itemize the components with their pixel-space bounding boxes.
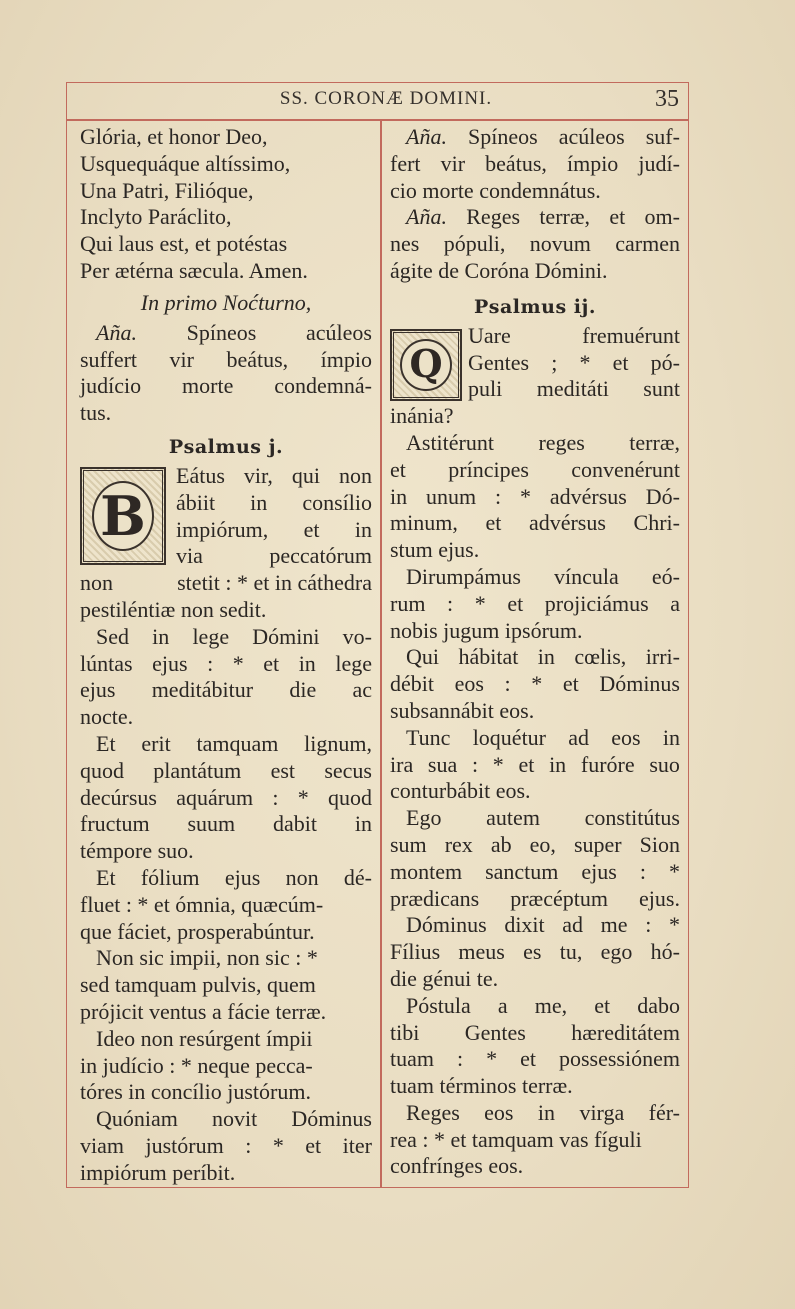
word: beátus, bbox=[485, 150, 547, 176]
page-number: 35 bbox=[655, 86, 679, 112]
page-header bbox=[66, 88, 689, 122]
word: * bbox=[668, 912, 680, 938]
text-line bbox=[80, 865, 372, 892]
text-line bbox=[80, 570, 372, 597]
text-line: subsannábit eos. bbox=[390, 697, 535, 723]
word: : bbox=[447, 590, 454, 616]
word: in bbox=[662, 724, 680, 750]
word: et bbox=[507, 590, 524, 616]
text-line bbox=[80, 758, 372, 785]
column-divider bbox=[380, 120, 382, 1188]
word: rex bbox=[444, 831, 473, 857]
word: meditábitur bbox=[151, 677, 254, 703]
text-line bbox=[390, 832, 680, 859]
word: * bbox=[492, 751, 504, 777]
text-line bbox=[390, 591, 680, 618]
text-line bbox=[80, 624, 372, 651]
text-line: sed tamquam pulvis, quem bbox=[80, 972, 316, 998]
word: hó- bbox=[650, 939, 680, 965]
word: non bbox=[338, 462, 372, 488]
word: non bbox=[80, 570, 113, 596]
text-line: Per ætérna sæcula. Amen. bbox=[80, 257, 308, 283]
psalm-1-heading: Psalmus j. bbox=[168, 435, 284, 458]
word: Ego bbox=[406, 805, 442, 831]
word: Gentes bbox=[464, 1019, 526, 1045]
word: eos bbox=[454, 671, 484, 697]
word: morte bbox=[182, 373, 234, 399]
word: dabo bbox=[637, 992, 680, 1018]
word: stetit : * et in cáthedra bbox=[177, 570, 372, 596]
word: fólium bbox=[140, 864, 200, 890]
text-line bbox=[390, 805, 680, 832]
word: Aña. bbox=[96, 319, 137, 345]
word: Dóminus bbox=[599, 671, 680, 697]
text-line: Inclyto Paráclito, bbox=[80, 204, 232, 230]
text-line: tus. bbox=[80, 400, 112, 426]
text-line bbox=[80, 811, 372, 838]
word: es bbox=[523, 939, 542, 965]
word: Quóniam bbox=[96, 1106, 178, 1132]
text-line bbox=[390, 510, 680, 537]
word: vir, bbox=[243, 462, 273, 488]
text-line bbox=[176, 543, 372, 570]
word: in bbox=[354, 516, 372, 542]
word: fremuérunt bbox=[582, 322, 680, 348]
word: est bbox=[270, 757, 296, 783]
word: * bbox=[232, 650, 244, 676]
word: meus bbox=[458, 939, 505, 965]
word: pó- bbox=[650, 349, 680, 375]
word: dé- bbox=[343, 864, 372, 890]
word: judício bbox=[80, 373, 142, 399]
word: Et bbox=[96, 864, 116, 890]
word: peccatórum bbox=[269, 543, 372, 569]
word: Tunc bbox=[406, 724, 451, 750]
text-line: Glória, et honor Deo, bbox=[80, 124, 268, 149]
word: hæreditátem bbox=[571, 1019, 680, 1045]
word: et bbox=[594, 992, 611, 1018]
word: * bbox=[272, 1132, 284, 1158]
word: et bbox=[390, 456, 406, 482]
word: ejus. bbox=[639, 885, 680, 911]
word: possessiónem bbox=[558, 1046, 680, 1072]
word: tamquam bbox=[196, 730, 279, 756]
word: lignum, bbox=[304, 730, 372, 756]
word: ira bbox=[390, 751, 414, 777]
word: Dó- bbox=[645, 483, 680, 509]
word: lege bbox=[192, 623, 230, 649]
word: ab bbox=[490, 831, 512, 857]
text-line: Ideo non resúrgent ímpii bbox=[96, 1025, 313, 1051]
word: projiciámus bbox=[544, 590, 649, 616]
word: novum bbox=[529, 231, 591, 257]
text-line bbox=[80, 785, 372, 812]
text-line bbox=[390, 151, 680, 178]
text-line bbox=[390, 1046, 680, 1073]
text-line bbox=[468, 323, 680, 350]
word: aquárum bbox=[176, 784, 254, 810]
word: suo bbox=[649, 751, 680, 777]
word: ejus bbox=[152, 650, 188, 676]
word: Fílius bbox=[390, 939, 441, 965]
word: eó- bbox=[651, 563, 680, 589]
word: Dirumpámus bbox=[406, 563, 521, 589]
word: viam bbox=[80, 1132, 124, 1158]
word: ego bbox=[600, 939, 633, 965]
word: Spíneos bbox=[468, 124, 538, 149]
word: * bbox=[668, 858, 680, 884]
word: hábitat bbox=[458, 644, 519, 670]
right-column bbox=[390, 124, 680, 1180]
word: justórum bbox=[145, 1132, 224, 1158]
word: ímpio bbox=[566, 150, 619, 176]
word: ad bbox=[562, 912, 584, 938]
word: om- bbox=[644, 204, 680, 230]
word: * bbox=[474, 590, 486, 616]
word: prædicans bbox=[390, 885, 480, 911]
text-line: stum ejus. bbox=[390, 537, 480, 563]
text-line: inánia? bbox=[390, 403, 454, 429]
word: * bbox=[486, 1046, 498, 1072]
text-line bbox=[390, 912, 680, 939]
word: víncula bbox=[554, 563, 619, 589]
word: Et bbox=[96, 730, 116, 756]
word: in bbox=[537, 1099, 556, 1125]
text-line: pestiléntiæ non sedit. bbox=[80, 596, 267, 622]
word: débit bbox=[390, 671, 434, 697]
word: non bbox=[285, 864, 319, 890]
text-line bbox=[390, 1020, 680, 1047]
word: Dómini bbox=[252, 623, 320, 649]
word: vo- bbox=[342, 623, 372, 649]
word: Reges bbox=[406, 1099, 460, 1125]
word: in bbox=[390, 483, 408, 509]
word: novit bbox=[211, 1106, 258, 1132]
word: in bbox=[354, 811, 372, 837]
word: meditáti bbox=[536, 376, 609, 402]
text-line: conturbábit eos. bbox=[390, 778, 531, 804]
text-line: Qui laus est, et potéstas bbox=[80, 231, 288, 257]
text-line bbox=[80, 651, 372, 678]
text-line: cio morte condemnátus. bbox=[390, 177, 601, 203]
decorated-initial-q: Q bbox=[390, 329, 462, 401]
word: ejus bbox=[581, 858, 617, 884]
psalm-1-opening bbox=[80, 463, 372, 570]
word: et bbox=[303, 516, 320, 542]
word: dixit bbox=[504, 912, 545, 938]
word: ad bbox=[568, 724, 590, 750]
text-line bbox=[390, 231, 680, 258]
word: quod bbox=[80, 757, 124, 783]
text-line: tóres in concílio justórum. bbox=[80, 1079, 311, 1105]
word: via bbox=[176, 543, 203, 569]
text-line: que fáciet, prosperabúntur. bbox=[80, 918, 315, 944]
text-line bbox=[390, 859, 680, 886]
word: dabit bbox=[273, 811, 318, 837]
word: condemná- bbox=[274, 373, 372, 399]
word: : bbox=[639, 858, 646, 884]
left-column bbox=[80, 124, 372, 1186]
word: tibi bbox=[390, 1019, 420, 1045]
hymn-doxology bbox=[80, 124, 372, 285]
word: : bbox=[456, 1046, 464, 1072]
text-line: impiórum períbit. bbox=[80, 1159, 236, 1185]
word: : bbox=[471, 751, 479, 777]
word: eo, bbox=[529, 831, 556, 857]
text-line: Una Patri, Filióque, bbox=[80, 177, 254, 203]
text-line bbox=[80, 347, 372, 374]
text-line bbox=[390, 124, 680, 151]
text-line bbox=[80, 677, 372, 704]
psalm-2-heading: Psalmus ij. bbox=[474, 295, 596, 318]
word: et bbox=[609, 204, 626, 230]
word: a bbox=[497, 992, 508, 1018]
word: pópuli, bbox=[443, 231, 506, 257]
word: ímpio bbox=[320, 346, 372, 372]
word: convenérunt bbox=[571, 456, 680, 482]
word: eos bbox=[611, 724, 641, 750]
text-line bbox=[468, 350, 680, 377]
word: eos bbox=[484, 1099, 514, 1125]
text-line bbox=[176, 517, 372, 544]
word: et bbox=[612, 349, 629, 375]
word: Póstula bbox=[406, 992, 471, 1018]
text-line bbox=[390, 457, 680, 484]
word: vir bbox=[169, 346, 194, 372]
psalm-2-text bbox=[390, 403, 680, 1180]
text-line: tuam términos terræ. bbox=[390, 1073, 573, 1099]
text-line: rea : * et tamquam vas fíguli bbox=[390, 1126, 642, 1152]
word: vir bbox=[440, 150, 466, 176]
word: tu, bbox=[559, 939, 583, 965]
header-rule bbox=[66, 119, 689, 121]
word: : bbox=[504, 671, 511, 697]
text-line bbox=[80, 731, 372, 758]
word: Reges bbox=[466, 204, 521, 230]
word: et bbox=[263, 650, 280, 676]
running-title: SS. CORONÆ DOMINI. bbox=[279, 88, 493, 109]
word: loquétur bbox=[472, 724, 547, 750]
word: Aña. bbox=[406, 124, 447, 149]
word: lege bbox=[335, 650, 372, 676]
word: furóre bbox=[580, 751, 635, 777]
word: autem bbox=[486, 805, 540, 831]
word: plantátum bbox=[153, 757, 242, 783]
word: et bbox=[562, 671, 579, 697]
word: suf- bbox=[645, 124, 680, 149]
word: carmen bbox=[615, 231, 680, 257]
word: irri- bbox=[645, 644, 680, 670]
word: ejus bbox=[80, 677, 116, 703]
word: Astitérunt bbox=[406, 429, 494, 455]
word: fér- bbox=[648, 1099, 680, 1125]
word: Uare bbox=[468, 322, 511, 348]
text-line bbox=[176, 490, 372, 517]
text-line bbox=[176, 463, 372, 490]
antiphon-left bbox=[80, 320, 372, 427]
word: quod bbox=[327, 784, 372, 810]
word: me, bbox=[534, 992, 568, 1018]
word: decúrsus bbox=[80, 784, 157, 810]
text-line bbox=[390, 484, 680, 511]
word: fructum bbox=[80, 811, 150, 837]
word: Sed bbox=[96, 623, 129, 649]
text-line bbox=[80, 1133, 372, 1160]
text-line bbox=[80, 320, 372, 347]
word: Eátus bbox=[176, 462, 225, 488]
word: a bbox=[670, 590, 680, 616]
word: puli bbox=[468, 376, 503, 402]
word: me bbox=[600, 912, 628, 938]
word: constitútus bbox=[584, 805, 680, 831]
word: tuam bbox=[390, 1046, 434, 1072]
word: impiórum, bbox=[176, 516, 269, 542]
text-line bbox=[390, 993, 680, 1020]
word: terræ, bbox=[539, 204, 591, 230]
word: secus bbox=[324, 757, 372, 783]
word: advérsus bbox=[549, 483, 627, 509]
word: in bbox=[537, 644, 555, 670]
word: nes bbox=[390, 231, 420, 257]
word: minum, bbox=[390, 510, 458, 536]
text-line: ágite de Coróna Dómini. bbox=[390, 257, 608, 283]
word: Sion bbox=[639, 831, 680, 857]
word: suum bbox=[187, 811, 236, 837]
word: * bbox=[531, 671, 543, 697]
psalm-2-opening bbox=[390, 323, 680, 403]
psalm-1-text bbox=[80, 570, 372, 1186]
word: Dóminus bbox=[406, 912, 487, 938]
word: * bbox=[579, 349, 591, 375]
text-line bbox=[390, 204, 680, 231]
text-line bbox=[390, 725, 680, 752]
text-line bbox=[390, 752, 680, 779]
word: terræ, bbox=[629, 429, 680, 455]
text-line bbox=[390, 939, 680, 966]
word: Gentes bbox=[468, 349, 530, 375]
word: * bbox=[297, 784, 309, 810]
word: die bbox=[289, 677, 317, 703]
word: unum bbox=[426, 483, 477, 509]
word: Qui bbox=[406, 644, 439, 670]
nocturn-heading: In primo Noćturno, bbox=[140, 289, 312, 315]
word: qui bbox=[291, 462, 321, 488]
decorated-initial-b: B bbox=[80, 467, 166, 565]
word: : bbox=[272, 784, 279, 810]
word: rum bbox=[390, 590, 426, 616]
text-line: Non sic impii, non sic : * bbox=[96, 945, 318, 971]
word: in bbox=[298, 650, 316, 676]
text-line bbox=[390, 430, 680, 457]
word: Chri- bbox=[633, 510, 680, 536]
word: sunt bbox=[643, 376, 680, 402]
text-line: in judício : * neque pecca- bbox=[80, 1052, 313, 1078]
text-line bbox=[80, 373, 372, 400]
word: : bbox=[495, 483, 502, 509]
word: acúleos bbox=[558, 124, 625, 149]
word: Dóminus bbox=[291, 1106, 372, 1132]
text-line: nocte. bbox=[80, 704, 134, 730]
antiphon-right-2 bbox=[390, 204, 680, 284]
word: et bbox=[520, 1046, 536, 1072]
word: ; bbox=[551, 349, 558, 375]
text-line: Usquequáque altíssimo, bbox=[80, 150, 291, 176]
text-line: die génui te. bbox=[390, 965, 499, 991]
word: præcéptum bbox=[510, 885, 608, 911]
word: : bbox=[245, 1132, 252, 1158]
word: sum bbox=[390, 831, 427, 857]
word: : bbox=[645, 912, 652, 938]
word: reges bbox=[538, 429, 585, 455]
text-line: témpore suo. bbox=[80, 838, 194, 864]
word: iter bbox=[342, 1132, 372, 1158]
word: et bbox=[305, 1132, 322, 1158]
word: ejus bbox=[224, 864, 261, 890]
word: et bbox=[485, 510, 502, 536]
text-line bbox=[390, 671, 680, 698]
text-line bbox=[390, 644, 680, 671]
text-line: fluet : * et ómnia, quæcúm- bbox=[80, 891, 324, 917]
word: erit bbox=[141, 730, 171, 756]
word: super bbox=[573, 831, 622, 857]
word: et bbox=[518, 751, 535, 777]
text-line bbox=[390, 886, 680, 913]
text-line bbox=[468, 376, 680, 403]
word: * bbox=[520, 483, 531, 509]
word: cœlis, bbox=[574, 644, 627, 670]
antiphon-right-1 bbox=[390, 124, 680, 204]
word: virga bbox=[579, 1099, 625, 1125]
text-line: confrínges eos. bbox=[390, 1153, 524, 1179]
word: montem bbox=[390, 858, 463, 884]
word: in bbox=[250, 489, 268, 515]
word: judí- bbox=[638, 150, 680, 176]
word: sanctum bbox=[485, 858, 559, 884]
word: Aña. bbox=[406, 204, 447, 230]
word: : bbox=[207, 650, 214, 676]
text-line: nobis jugum ipsórum. bbox=[390, 617, 583, 643]
text-line bbox=[390, 564, 680, 591]
word: Spíneos bbox=[186, 319, 257, 345]
word: in bbox=[549, 751, 567, 777]
word: fert bbox=[390, 150, 421, 176]
word: príncipes bbox=[448, 456, 529, 482]
word: acúleos bbox=[306, 319, 372, 345]
text-line bbox=[390, 1100, 680, 1127]
word: in bbox=[152, 623, 170, 649]
word: sua bbox=[427, 751, 458, 777]
text-line bbox=[80, 1106, 372, 1133]
word: beátus, bbox=[226, 346, 289, 372]
word: consílio bbox=[302, 489, 372, 515]
text-line: prójicit ventus a fácie terræ. bbox=[80, 998, 327, 1024]
word: suffert bbox=[80, 346, 138, 372]
word: lúntas bbox=[80, 650, 133, 676]
word: ac bbox=[352, 677, 372, 703]
word: advérsus bbox=[528, 510, 606, 536]
word: ábiit bbox=[176, 489, 216, 515]
